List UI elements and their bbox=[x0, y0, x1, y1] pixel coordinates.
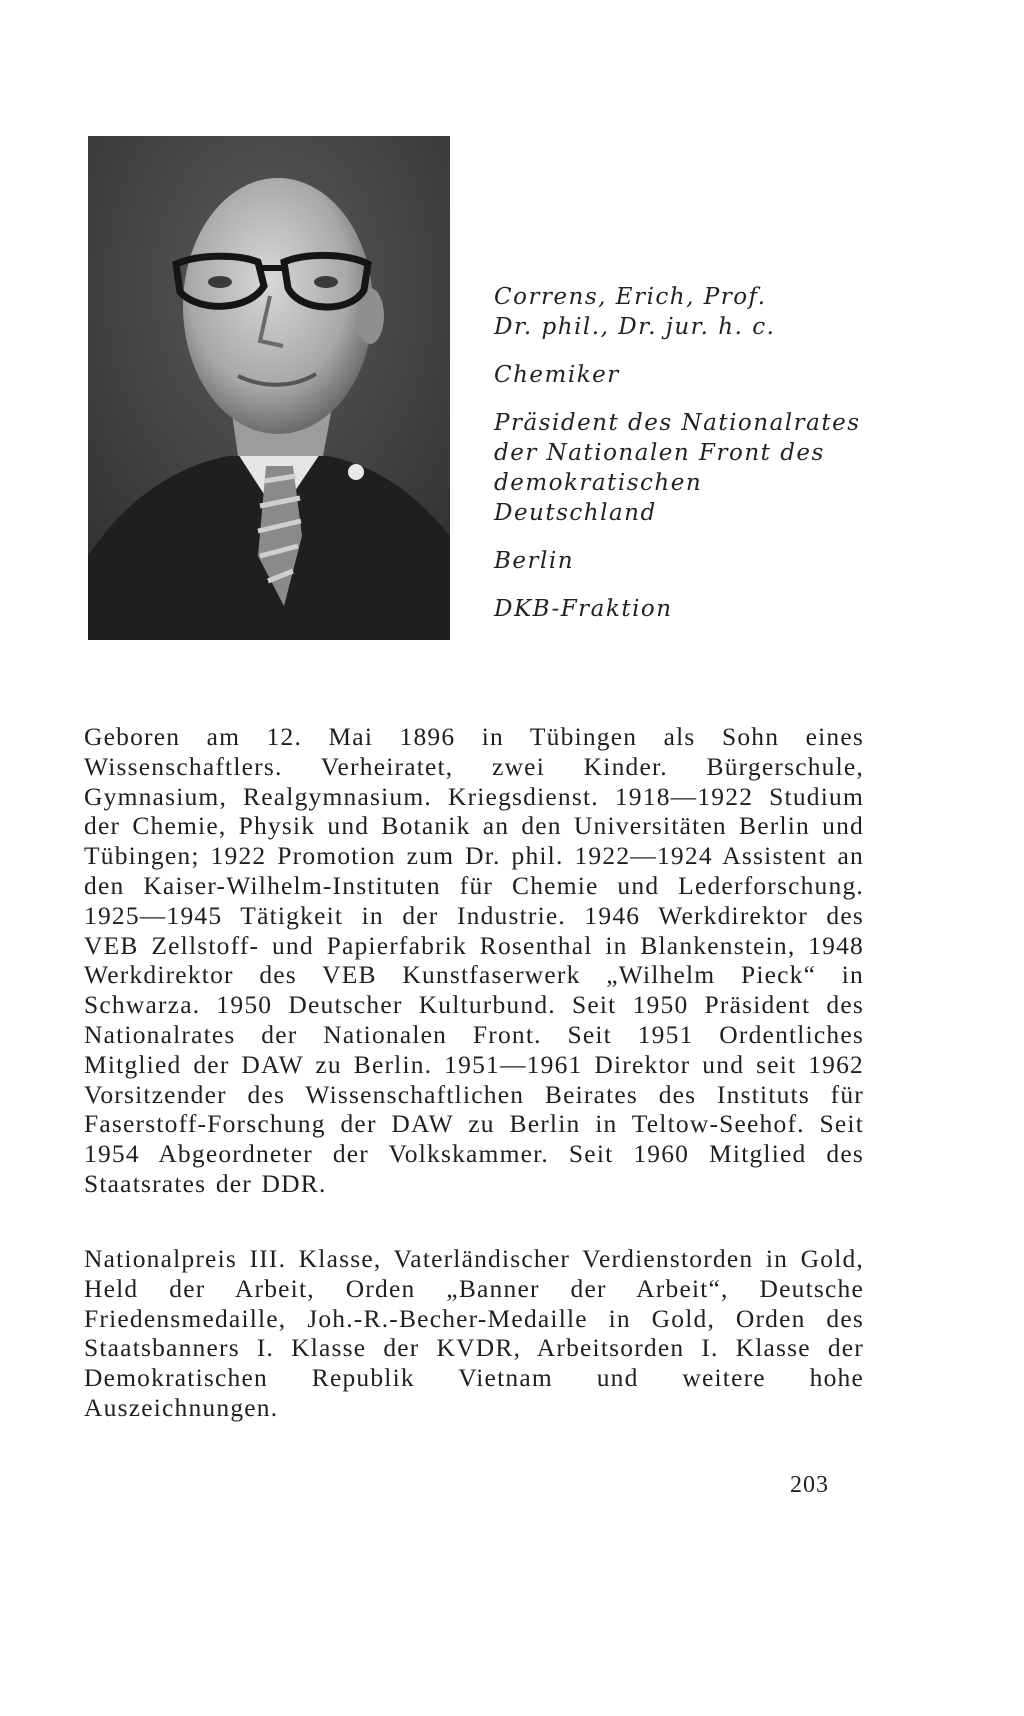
person-title-line: Dr. phil., Dr. jur. h. c. bbox=[494, 314, 776, 340]
person-header bbox=[494, 282, 924, 624]
biography-paragraph: Geboren am 12. Mai 1896 in Tübingen als Sohn eines Wissenschaftlers. Verheiratet, zwei Kinder. Bürgerschule, Gymnasium, Realgymnasium. Kriegsdienst. 1918—1922 Studium der Chemie, Physik und Botanik an den Universitäten Berlin und Tübingen; 1922 Promotion zum Dr. phil. 1922—1924 Assistent an den Kaiser-Wilhelm-Instituten für Chemie und Lederforschung. 1925—1945 Tätigkeit in der Industrie. 1946 Werkdirektor des VEB Zellstoff- und Papierfabrik Rosenthal in Blankenstein, 1948 Werkdirektor des VEB Kunstfaserwerk „Wilhelm Pieck“ in Schwarza. 1950 Deutscher Kulturbund. Seit 1950 Präsident des Nationalrates der Nationalen Front. Seit 1951 Ordentliches Mitglied der DAW zu Berlin. 1951—1961 Direktor und seit 1962 Vorsitzender des Wissenschaftlichen Beirates des Instituts für Faserstoff-Forschung der DAW zu Berlin in Teltow-Seehof. Seit 1954 Abgeordneter der Volkskammer. Seit 1960 Mitglied des Staatsrates der DDR. bbox=[84, 722, 864, 1198]
position-line: Deutschland bbox=[494, 500, 657, 526]
portrait-photo bbox=[88, 136, 450, 640]
person-name bbox=[494, 282, 924, 342]
page-number: 203 bbox=[790, 1472, 829, 1498]
position-line: Präsident des Nationalrates bbox=[494, 410, 861, 436]
faction: DKB-Fraktion bbox=[494, 596, 673, 622]
position-line: demokratischen bbox=[494, 470, 703, 496]
profession: Chemiker bbox=[494, 362, 620, 388]
position-line: der Nationalen Front des bbox=[494, 440, 825, 466]
position-title bbox=[494, 408, 924, 528]
person-name-line: Correns, Erich, Prof. bbox=[494, 284, 767, 310]
portrait-photo-icon bbox=[88, 136, 450, 640]
city: Berlin bbox=[494, 548, 575, 574]
awards-paragraph: Nationalpreis III. Klasse, Vaterländischer Verdienstorden in Gold, Held der Arbeit, Orden „Banner der Arbeit“, Deutsche Friedensmedaille, Joh.-R.-Becher-Medaille in Gold, Orden des Staatsbanners I. Klasse der KVDR, Arbeitsorden I. Klasse der Demokratischen Republik Vietnam und weitere hohe Auszeichnungen. bbox=[84, 1244, 864, 1422]
